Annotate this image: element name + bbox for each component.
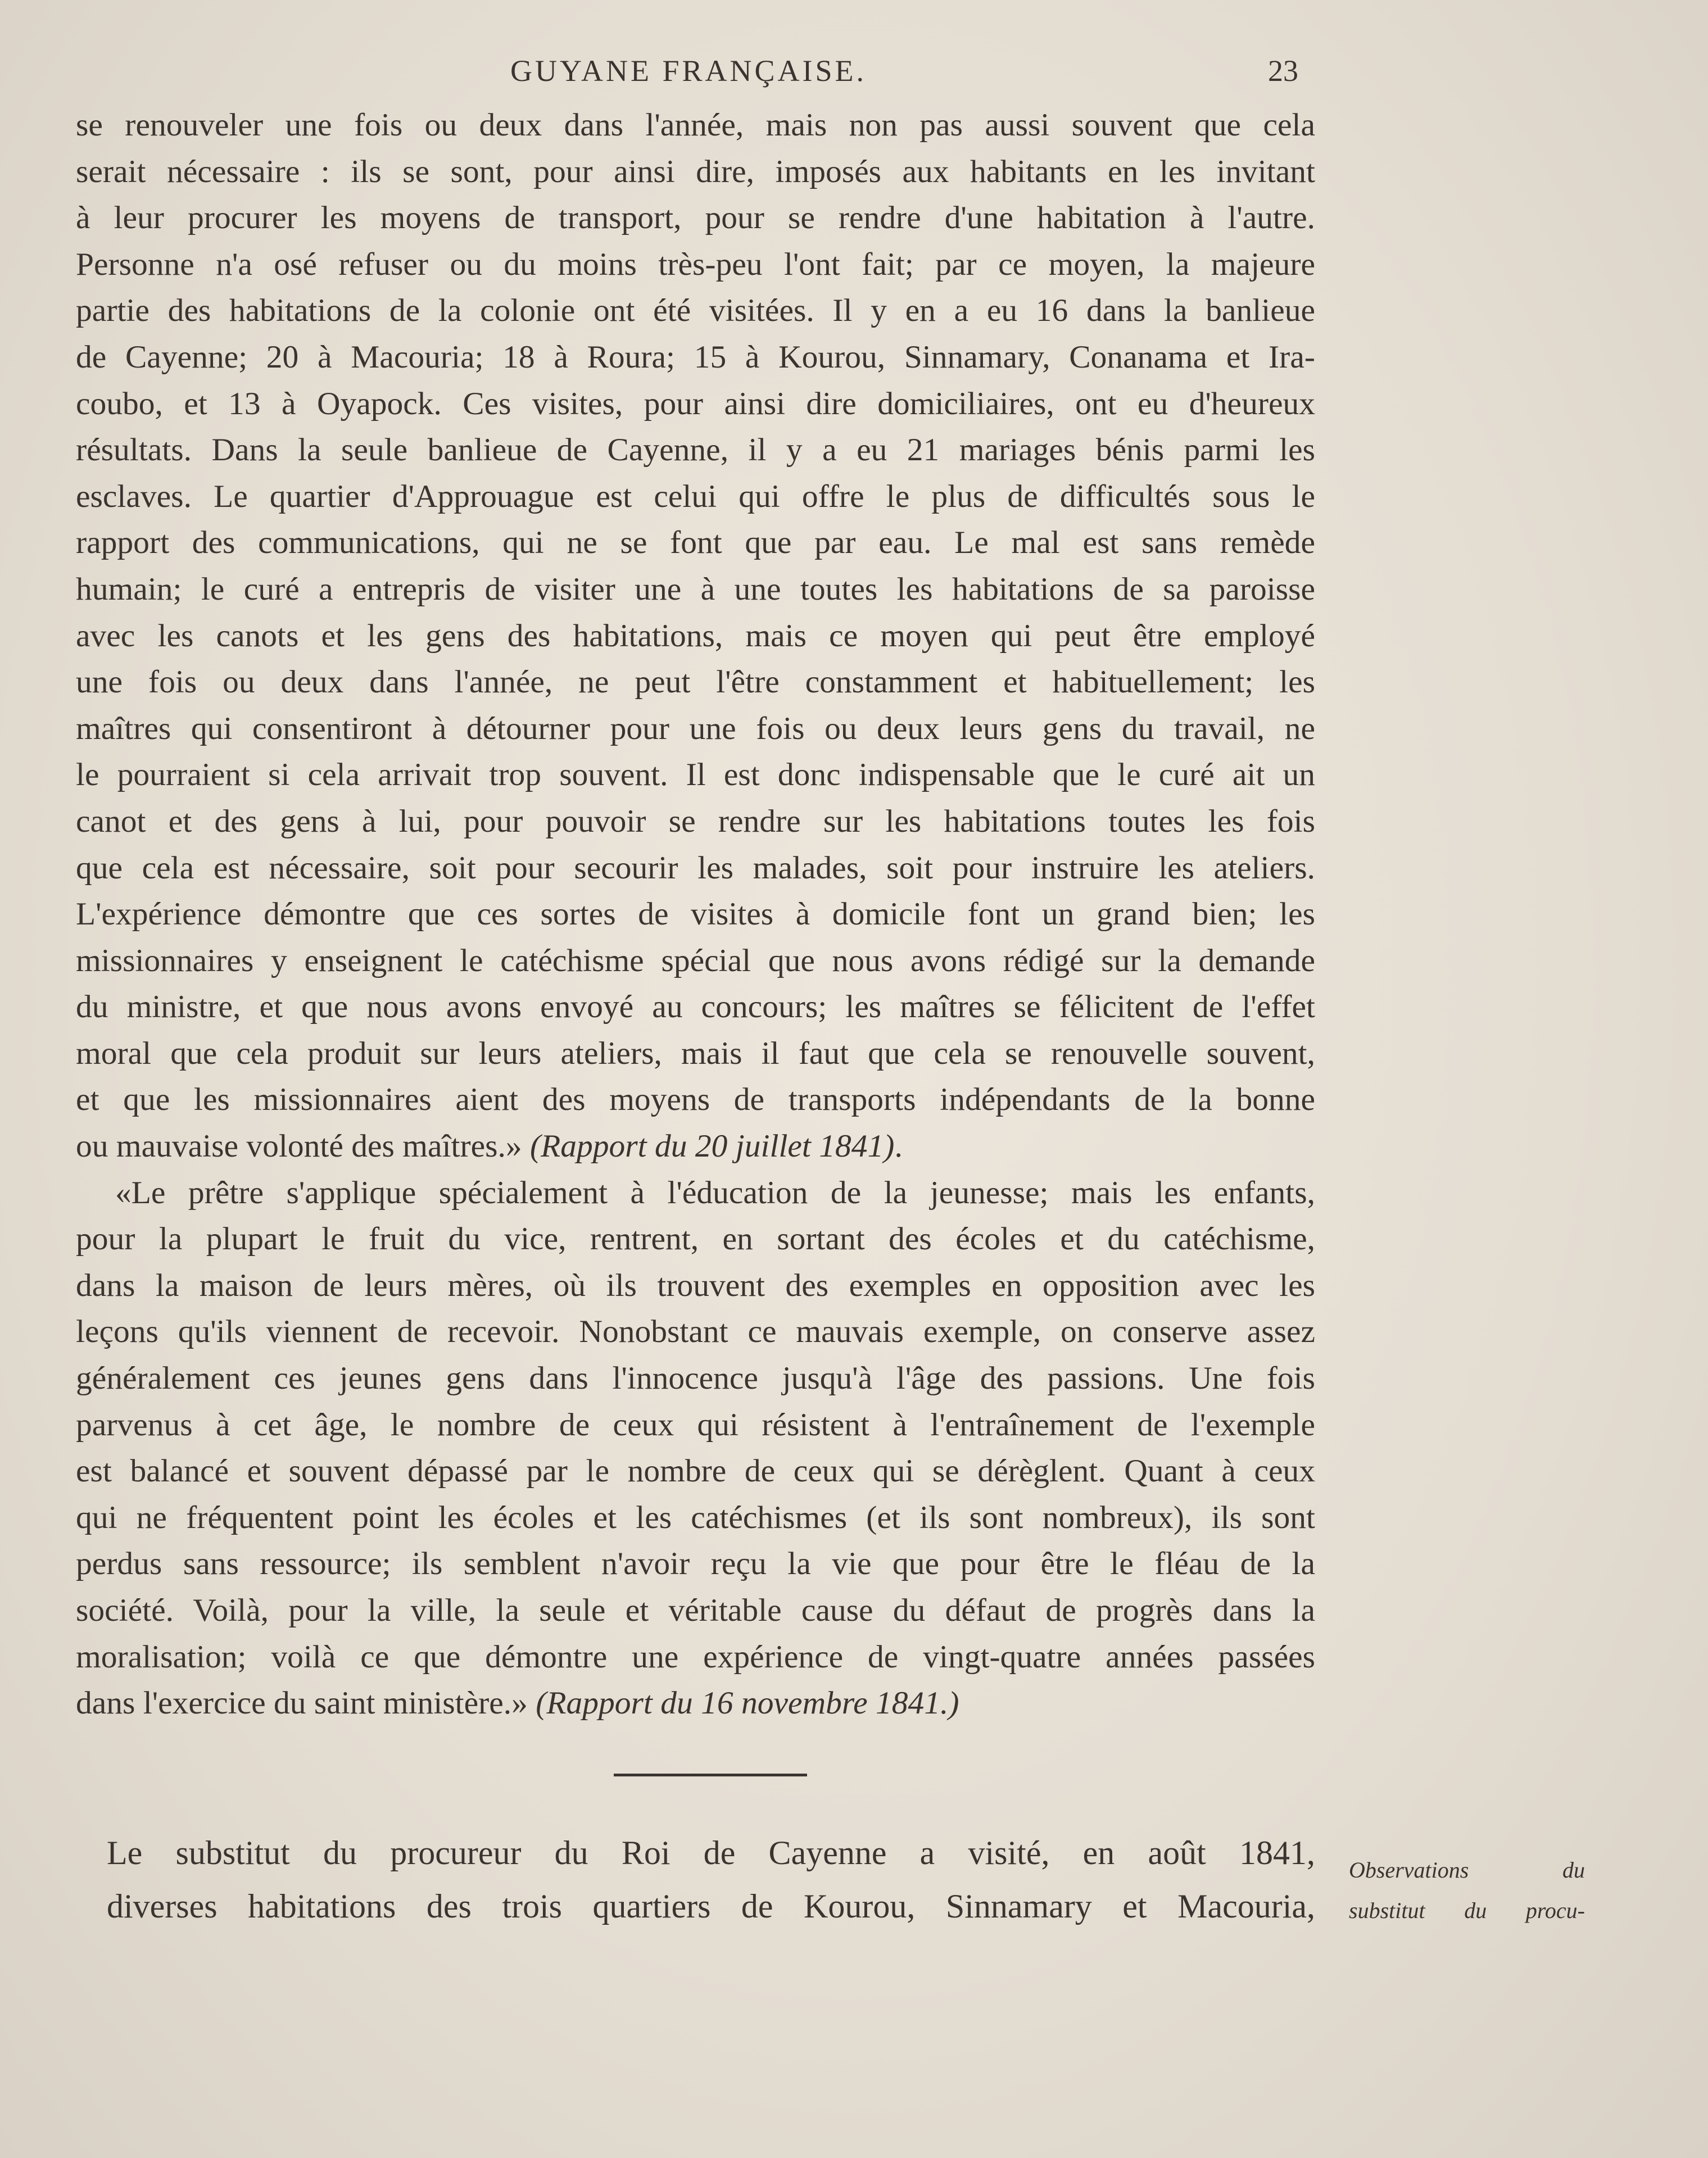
text-line: qui ne fréquentent point les écoles et les catéchismes (et ils sont nombreux), ils sont — [76, 1499, 1315, 1535]
text-line: maîtres qui consentiront à détourner pour une fois ou deux leurs gens du travail, ne — [76, 710, 1315, 746]
text-line: pour la plupart le fruit du vice, rentrent, en sortant des écoles et du catéchisme, — [76, 1221, 1315, 1257]
text-line: parvenus à cet âge, le nombre de ceux qui résistent à l'entraînement de l'exemple — [76, 1407, 1315, 1443]
text-line: rapport des communications, qui ne se font que par eau. Le mal est sans remède — [76, 525, 1315, 561]
running-head — [79, 53, 1298, 93]
text-line: Le substitut du procureur du Roi de Cayenne a visité, en août 1841, — [107, 1834, 1315, 1871]
margin-note-line: substitut du procu- — [1349, 1898, 1585, 1923]
text-line: que cela est nécessaire, soit pour secourir les malades, soit pour instruire les ateliers. — [76, 850, 1315, 886]
text-line: diverses habitations des trois quartiers de Kourou, Sinnamary et Macouria, — [107, 1888, 1315, 1925]
paragraph-3 — [107, 1826, 1315, 1933]
text-line: Personne n'a osé refuser ou du moins très-peu l'ont fait; par ce moyen, la majeure — [76, 246, 1315, 282]
citation: (Rapport du 20 juillet 1841) — [530, 1128, 895, 1164]
text-line: une fois ou deux dans l'année, ne peut l'être constamment et habituellement; les — [76, 664, 1315, 700]
text-line-last — [76, 1123, 1315, 1170]
text-line-last — [76, 1680, 1315, 1727]
paragraph-2 — [76, 1170, 1315, 1727]
text-line: de Cayenne; 20 à Macouria; 18 à Roura; 15 à Kourou, Sinnamary, Conanama et Ira- — [76, 339, 1315, 375]
text-line: L'expérience démontre que ces sortes de visites à domicile font un grand bien; les — [76, 896, 1315, 932]
text-line: avec les canots et les gens des habitations, mais ce moyen qui peut être employé — [76, 618, 1315, 654]
text-line: du ministre, et que nous avons envoyé au concours; les maîtres se félicitent de l'effet — [76, 989, 1315, 1025]
text-line: moralisation; voilà ce que démontre une expérience de vingt-quatre années passées — [76, 1639, 1315, 1675]
text-line: le pourraient si cela arrivait trop souvent. Il est donc indispensable que le curé ait un — [76, 757, 1315, 793]
body-text — [76, 102, 1315, 1727]
margin-note — [1349, 1850, 1585, 1931]
text-line: et que les missionnaires aient des moyens de transports indépendants de la bonne — [76, 1082, 1315, 1118]
text-line: humain; le curé a entrepris de visiter une à une toutes les habitations de sa paroisse — [76, 571, 1315, 607]
text-line: esclaves. Le quartier d'Approuague est celui qui offre le plus de difficultés sous le — [76, 478, 1315, 514]
text-line: leçons qu'ils viennent de recevoir. Nonobstant ce mauvais exemple, on conserve assez — [76, 1314, 1315, 1350]
text-line: serait nécessaire : ils se sont, pour ainsi dire, imposés aux habitants en les invitant — [76, 153, 1315, 189]
running-head-title: GUYANE FRANÇAISE. — [510, 54, 867, 88]
text-line-content: dans l'exercice du saint ministère.» — [76, 1685, 536, 1721]
text-line: coubo, et 13 à Oyapock. Ces visites, pour ainsi dire domiciliaires, ont eu d'heureux — [76, 386, 1315, 421]
paragraph-1 — [76, 102, 1315, 1170]
text-line: canot et des gens à lui, pour pouvoir se rendre sur les habitations toutes les fois — [76, 803, 1315, 839]
text-line: «Le prêtre s'applique spécialement à l'éducation de la jeunesse; mais les enfants, — [115, 1175, 1315, 1211]
text-line: à leur procurer les moyens de transport, pour se rendre d'une habitation à l'autre. — [76, 200, 1315, 236]
citation: (Rapport du 16 novembre 1841.) — [536, 1685, 959, 1721]
margin-note-line: Observations du — [1349, 1857, 1585, 1883]
section-divider — [614, 1774, 807, 1776]
text-line: est balancé et souvent dépassé par le nombre de ceux qui se dérèglent. Quant à ceux — [76, 1453, 1315, 1489]
text-line: moral que cela produit sur leurs ateliers, mais il faut que cela se renouvelle souvent, — [76, 1035, 1315, 1071]
text-line: perdus sans ressource; ils semblent n'avoir reçu la vie que pour être le fléau de la — [76, 1546, 1315, 1582]
text-line: résultats. Dans la seule banlieue de Cayenne, il y a eu 21 mariages bénis parmi les — [76, 432, 1315, 468]
text-line: se renouveler une fois ou deux dans l'année, mais non pas aussi souvent que cela — [76, 107, 1315, 143]
text-line: dans la maison de leurs mères, où ils trouvent des exemples en opposition avec les — [76, 1267, 1315, 1303]
text-line-content: ou mauvaise volonté des maîtres.» — [76, 1128, 531, 1164]
punctuation: . — [894, 1128, 903, 1164]
page-number: 23 — [1268, 54, 1298, 88]
text-line: généralement ces jeunes gens dans l'innocence jusqu'à l'âge des passions. Une fois — [76, 1361, 1315, 1397]
text-line: missionnaires y enseignent le catéchisme spécial que nous avons rédigé sur la demande — [76, 942, 1315, 978]
text-line: société. Voilà, pour la ville, la seule et véritable cause du défaut de progrès dans la — [76, 1593, 1315, 1628]
text-line: partie des habitations de la colonie ont été visitées. Il y en a eu 16 dans la banlieue — [76, 293, 1315, 329]
